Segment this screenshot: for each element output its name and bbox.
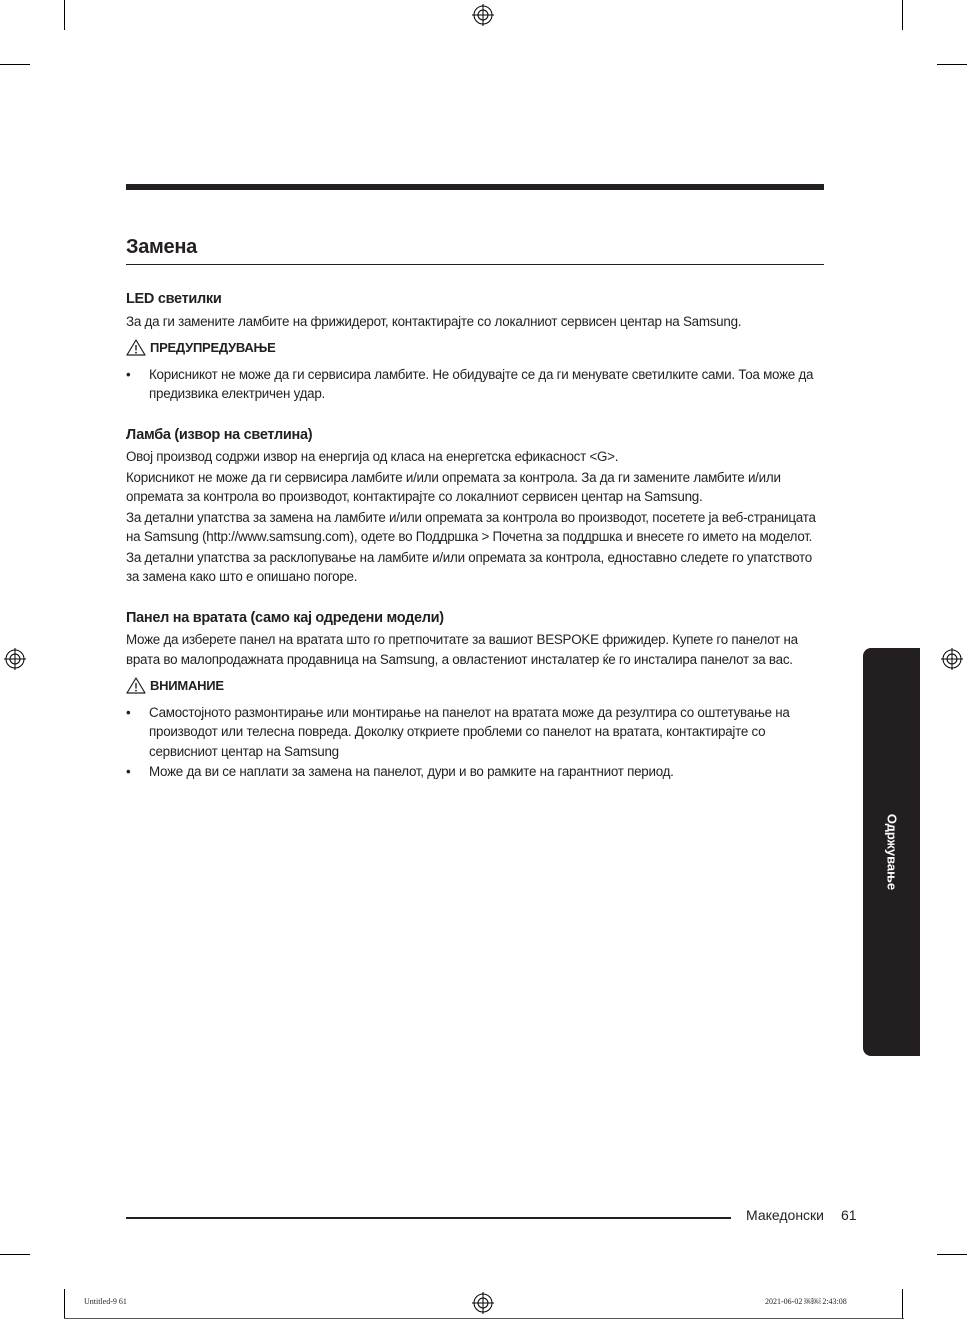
lamp-paragraph: За детални упатства за расклопување на ламбите и/или опремата за контрола, едноставно следете го упатството за замена како што е опишано погоре.: [126, 549, 812, 584]
panel-heading: Панел на вратата (само кај одредени модели): [126, 609, 444, 626]
list-item: • Самостојното размонтирање или монтирање на панелот на вратата може да резултира со оштетување на производот или телесна повреда. Доколку откриете проблеми со панелот на вратата, контактирајте со сервисниот центар на Samsung: [126, 703, 826, 762]
crop-mark: [937, 1254, 967, 1255]
lamp-paragraph: Овој производ содржи извор на енергија од класа на енергетска ефикасност <G>.: [126, 449, 619, 464]
crop-mark: [0, 64, 30, 65]
page-number: 61: [841, 1207, 857, 1223]
caution-label: ВНИМАНИЕ: [150, 678, 224, 693]
warning-triangle-icon: [126, 339, 146, 356]
footer-language: Македонски: [746, 1207, 824, 1223]
warning-notice: [126, 338, 826, 358]
print-slug-left: Untitled-9 61: [84, 1297, 127, 1306]
crop-mark: [902, 1289, 903, 1319]
title-rule: [126, 264, 824, 265]
chapter-tab: [863, 648, 920, 1056]
caution-triangle-icon: [126, 677, 146, 694]
lamp-paragraph: За детални упатства за замена на ламбите и/или опремата за контрола во производот, посетете ја веб-страницата на Samsung (http://www.samsung.com), одете во Поддршка > Почетна за поддршка и внесете го името на моделот.: [126, 509, 816, 544]
registration-mark-icon: [4, 648, 26, 670]
chapter-tab-label: Одржување: [884, 813, 899, 891]
crop-mark: [902, 0, 903, 30]
main-content: [126, 290, 826, 783]
crop-mark: [0, 1254, 30, 1255]
led-heading: LED светилки: [126, 291, 222, 307]
panel-text: Може да изберете панел на вратата што го претпочитате за вашиот BESPOKE фрижидер. Купете го панелот на врата во малопродажната продавница на Samsung, а овластениот инсталатер ќе го инсталира панелот за вас.: [126, 632, 798, 667]
crop-mark: [937, 64, 967, 65]
crop-mark: [64, 1289, 65, 1319]
caution-list: [126, 703, 826, 782]
print-slug-right: 2021-06-02 ￼￼ 2:43:08: [765, 1297, 847, 1306]
crop-mark: [64, 0, 65, 30]
lamp-heading: Ламба (извор на светлина): [126, 426, 313, 443]
registration-mark-icon: [472, 4, 494, 26]
caution-notice: [126, 676, 826, 696]
page-title: Замена: [126, 236, 197, 258]
list-item: • Корисникот не може да ги сервисира ламбите. Не обидувајте се да ги менувате светилките сами. Тоа може да предизвика електричен удар.: [126, 365, 826, 404]
led-text: За да ги замените ламбите на фрижидерот, контактирајте со локалниот сервисен центар на Samsung.: [126, 313, 742, 329]
lamp-paragraph: Корисникот не може да ги сервисира ламбите и/или опремата за контрола. За да ги замените ламбите и/или опремата за контрола во производот, контактирајте со локалниот сервисен центар на Samsung.: [126, 469, 781, 504]
registration-mark-icon: [472, 1292, 494, 1314]
warning-list: [126, 365, 826, 404]
top-rule: [126, 184, 824, 190]
registration-mark-icon: [941, 648, 963, 670]
warning-label: ПРЕДУПРЕДУВАЊЕ: [150, 340, 276, 355]
footer-rule: [126, 1217, 731, 1219]
list-item: • Може да ви се наплати за замена на панелот, дури и во рамките на гарантниот период.: [126, 762, 826, 782]
